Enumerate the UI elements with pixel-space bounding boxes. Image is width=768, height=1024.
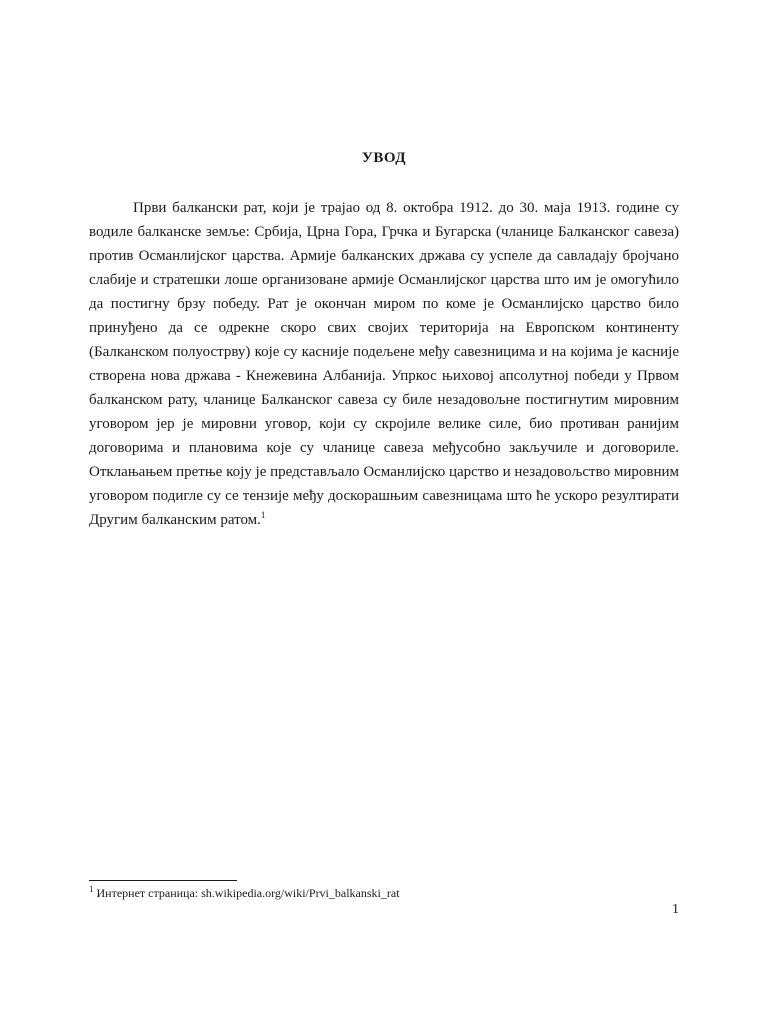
body-paragraph [89, 196, 679, 532]
footnote [89, 885, 679, 901]
footnote-separator [89, 880, 237, 881]
footnote-number: 1 [89, 884, 94, 894]
page-number: 1 [672, 902, 679, 917]
footnote-reference[interactable]: 1 [260, 510, 266, 520]
paragraph-text: Први балкански рат, који је трајао од 8. октобра 1912. до 30. маја 1913. године су водиле балканске земље: Србија, Црна Гора, Грчка и Бугарска (чланице Балканског савеза) против Османлијског царства. Армије балканских држава су успеле да савладају бројчано слабије и стратешки лоше организоване армије Османлијског царства што им је омогућило да постигну брзу победу. Рат је окончан миром по коме је Османлијско царство било принуђено да се одрекне скоро свих својих територија на Европском континенту (Балканском полуострву) које су касније подељене међу савезницима и на којима је касније створена нова држава - Кнежевина Албанија. Упркос њиховој апсолутној победи у Првом балканском рату, чланице Балканског савеза су биле незадовољне постигнутим мировним уговором јер је мировни уговор, који су скројиле велике силе, био противан ранијим договорима и плановима које су чланице савеза међусобно закључиле и договориле. Отклањањем претње коју је представљало Османлијско царство и незадовољство мировним уговором подигле су се тензије међу доскорашњим савезницама што ће ускоро резултирати Другим балканским ратом. [89, 200, 679, 528]
footnote-text: Интернет страница: sh.wikipedia.org/wiki/Prvi_balkanski_rat [93, 886, 400, 900]
page-title: УВОД [361, 150, 407, 166]
